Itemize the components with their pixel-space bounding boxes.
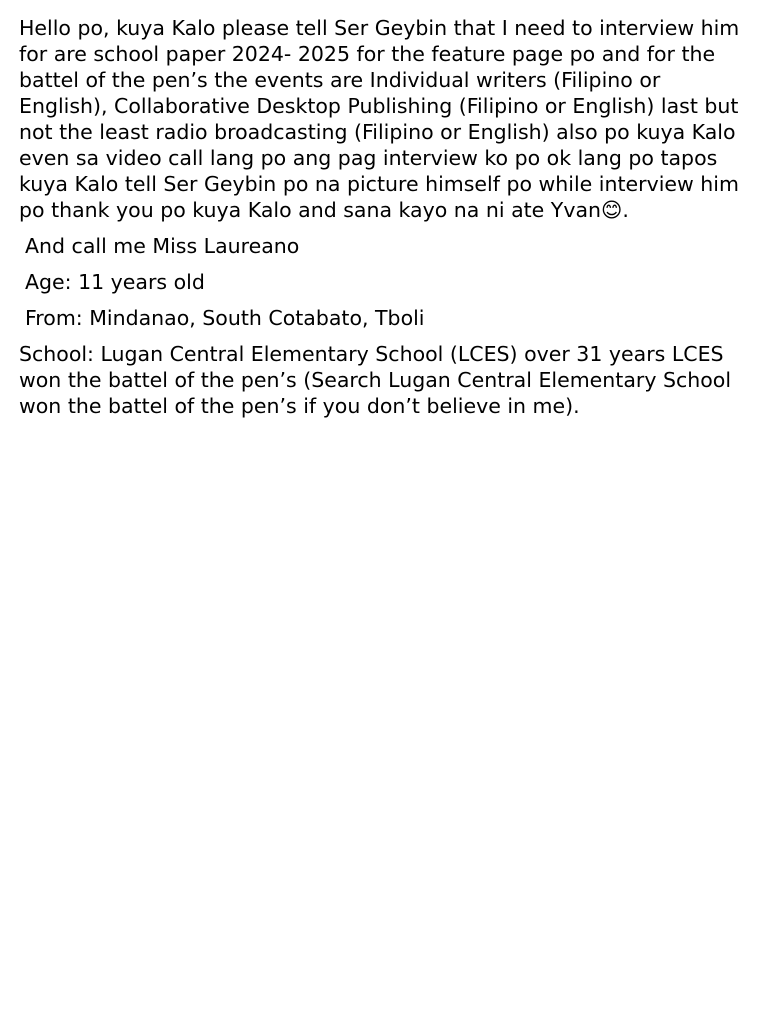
school-paragraph: School: Lugan Central Elementary School (LCES) over 31 years LCES won the battel of the pen’s (Search Lugan Central Elementary School won the battel of the pen’s if you don’t believe in me). [19,342,732,418]
from-line: From: Mindanao, South Cotabato, Tboli [25,306,425,330]
age-line: Age: 11 years old [25,270,205,294]
call-me-line: And call me Miss Laureano [25,234,300,258]
message-paragraph: Hello po, kuya Kalo please tell Ser Geybin that I need to interview him for are school paper 2024- 2025 for the feature page po and for the battel of the pen’s the events are Individual writers (Filipino or English), Collaborative Desktop Publishing (Filipino or English) last but not the least radio broadcasting (Filipino or English) also po kuya Kalo even sa video call lang po ang pag interview ko po ok lang po tapos kuya Kalo tell Ser Geybin po na picture himself po while interview him po thank you po kuya Kalo and sana kayo na ni ate Yvan😊. [19,16,740,222]
